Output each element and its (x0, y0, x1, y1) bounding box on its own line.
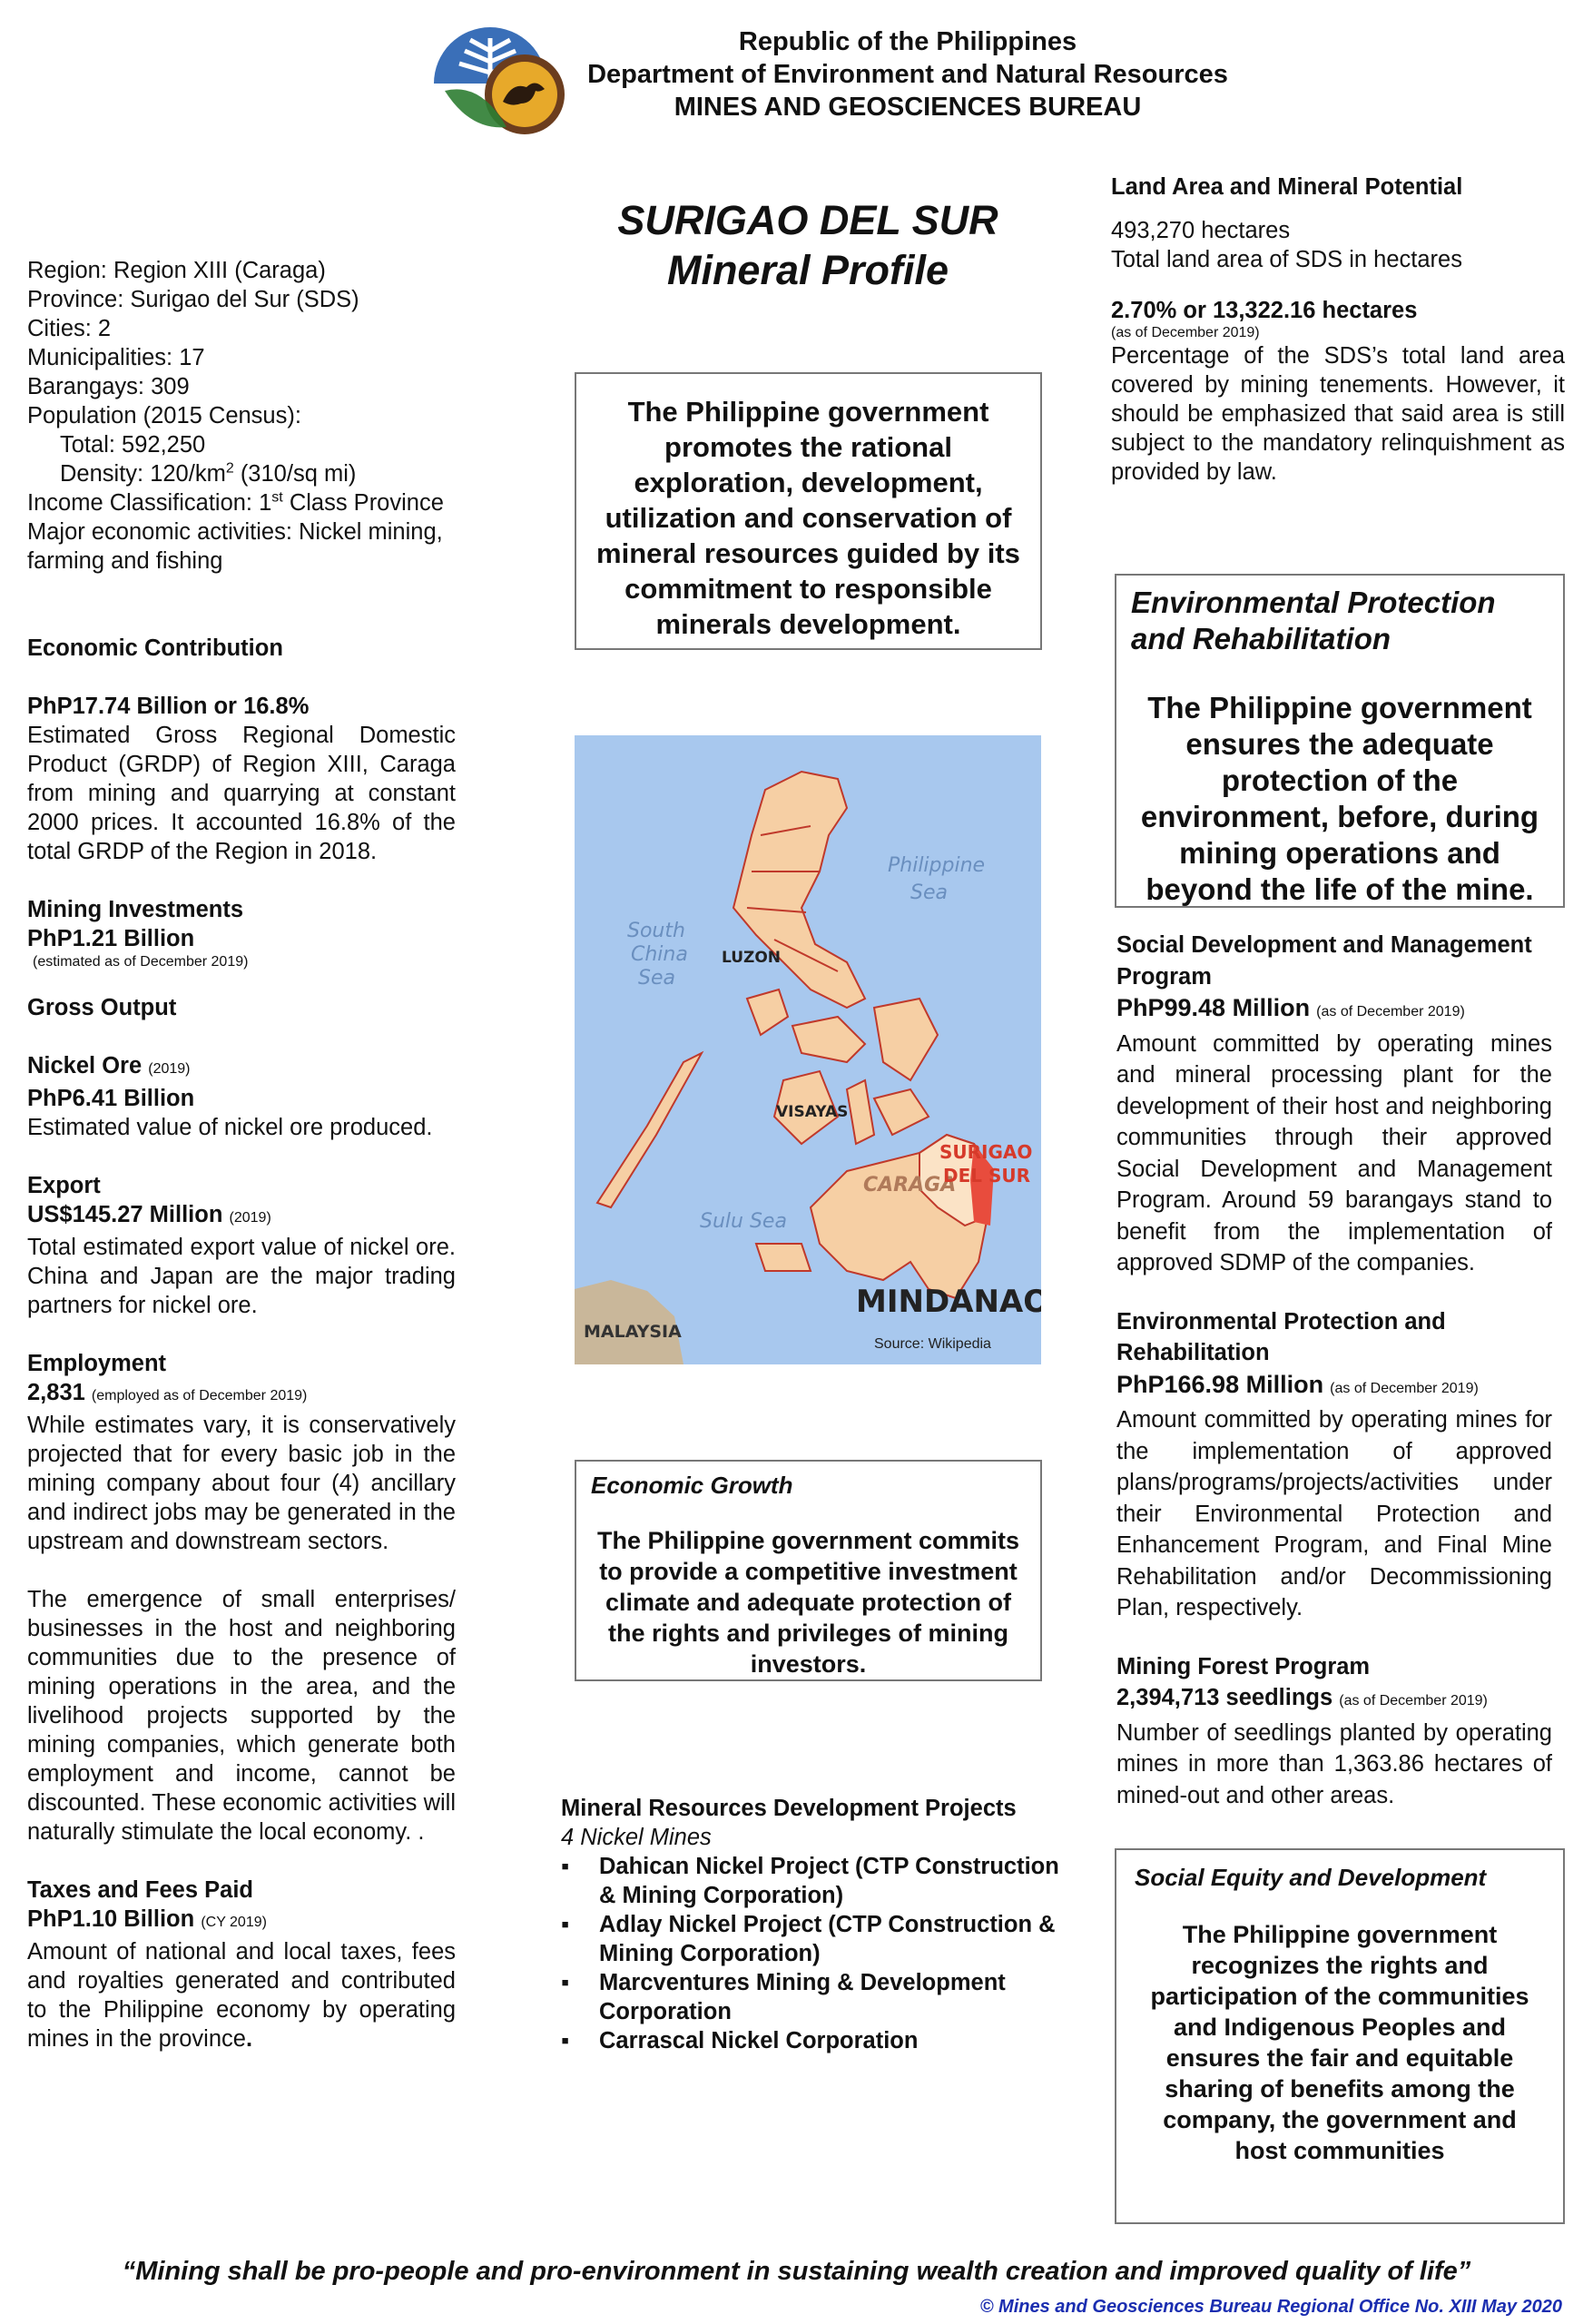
header-bureau: MINES AND GEOSCIENCES BUREAU (674, 93, 1142, 122)
map-label-caraga: CARAGA (863, 1174, 957, 1196)
employment-value-line: 2,831 (employed as of December 2019) (27, 1380, 308, 1405)
profile-region: Region: Region XIII (Caraga) (27, 258, 326, 283)
projects-list (561, 1852, 1065, 2055)
land-area-text: Total land area of SDS in hectares (1111, 247, 1462, 272)
profile-cities: Cities: 2 (27, 316, 112, 341)
mining-investments-heading: Mining Investments (27, 897, 244, 922)
forest-section (1116, 1651, 1552, 1812)
forest-text: Number of seedlings planted by operating mines in more than 1,363.86 hectares of mined-out and other areas. (1116, 1719, 1552, 1808)
environmental-protection-box (1115, 574, 1565, 908)
projects-heading: Mineral Resources Development Projects (561, 1796, 1017, 1821)
epr-value-line: PhP166.98 Million (as of December 2019) (1116, 1370, 1479, 1398)
employment-text-1: While estimates vary, it is conservatively projected that for every basic job in the mining company about four (4) ancillary and indirect jobs may be generated in the upstream and downstream sectors. (27, 1413, 456, 1554)
map-source: Source: Wikipedia (874, 1336, 991, 1352)
social-equity-title: Social Equity and Development (1135, 1864, 1487, 1891)
employment-heading: Employment (27, 1351, 167, 1376)
economic-contribution-section (27, 634, 456, 866)
export-heading: Export (27, 1173, 101, 1198)
page-title (545, 195, 1071, 295)
title-line-1: SURIGAO DEL SUR (617, 197, 998, 243)
land-area-heading: Land Area and Mineral Potential (1111, 174, 1463, 200)
taxes-text: Amount of national and local taxes, fees and royalties generated and contributed to the Philippine economy by operating mines in the province. (27, 1939, 456, 2052)
gross-output-section (27, 993, 456, 1142)
forest-value-line: 2,394,713 seedlings (as of December 2019) (1116, 1685, 1488, 1710)
epr-section (1116, 1306, 1552, 1624)
taxes-section (27, 1876, 456, 2053)
mining-investments-note: (estimated as of December 2019) (33, 954, 249, 970)
header-department: Department of Environment and Natural Resources (587, 60, 1228, 89)
projects-sub: 4 Nickel Mines (561, 1825, 712, 1850)
sdmp-heading: Social Development and Management Program (1116, 932, 1532, 990)
gross-output-text: Estimated value of nickel ore produced. (27, 1115, 433, 1140)
map-label-surigao-del-sur: SURIGAO DEL SUR (939, 1141, 1033, 1187)
footer-quote: “Mining shall be pro-people and pro-environment in sustaining wealth creation and improved quality of life” (122, 2257, 1471, 2286)
export-value-line: US$145.27 Million (2019) (27, 1202, 271, 1227)
left-column (27, 256, 456, 2053)
right-lower-column (1116, 930, 1552, 1811)
land-area-value: 493,270 hectares (1111, 218, 1291, 243)
sdmp-text: Amount committed by operating mines and mineral processing plant for the development of their host and neighboring communities through their approved Social Development and Management Program. Around 59 barangays stand to benefit from the implementation of approved SDMP of the companies. (1116, 1030, 1552, 1275)
taxes-value-line: PhP1.10 Billion (CY 2019) (27, 1906, 267, 1932)
gross-output-sub: Nickel Ore (2019) (27, 1053, 191, 1078)
profile-block (27, 256, 456, 576)
economic-growth-box (575, 1460, 1042, 1681)
profile-barangays: Barangays: 309 (27, 374, 190, 399)
environmental-protection-text: The Philippine government ensures the adequate protection of the environment, before, during mining operations and beyond the life of the mine. (1140, 691, 1539, 906)
list-item: ▪ Carrascal Nickel Corporation (561, 2026, 1065, 2055)
epr-heading: Environmental Protection and Rehabilitation (1116, 1308, 1446, 1365)
map-label-luzon: LUZON (722, 949, 782, 967)
map-label-malaysia: MALAYSIA (584, 1322, 682, 1342)
profile-total: Total: 592,250 (60, 432, 206, 458)
social-equity-text: The Philippine government recognizes the rights and participation of the communities and Indigenous Peoples and ensures the fair and equitable sharing of benefits among the company, the government and host communities (1150, 1921, 1529, 2164)
taxes-heading: Taxes and Fees Paid (27, 1877, 253, 1903)
denr-logo (427, 20, 572, 136)
tenement-coverage-value: 2.70% or 13,322.16 hectares (1111, 298, 1418, 323)
mining-investments-value: PhP1.21 Billion (27, 926, 195, 951)
epr-text: Amount committed by operating mines for the implementation of approved plans/programs/projects/activities under their Environmental Protection and Enhancement Program, and Final Mine Rehabilitation and/or Decommissioning Plan, respectively. (1116, 1407, 1552, 1620)
gross-output-value: PhP6.41 Billion (27, 1086, 195, 1111)
export-text: Total estimated export value of nickel ore. China and Japan are the major trading partners for nickel ore. (27, 1235, 456, 1318)
list-item: ▪ Adlay Nickel Project (CTP Construction & Mining Corporation) (561, 1910, 1065, 1968)
profile-density: Density: $120/km^2$ (310/sq mi) (60, 460, 357, 487)
map-label-visayas: VISAYAS (776, 1103, 849, 1121)
sdmp-section (1116, 930, 1552, 1279)
list-item: ▪ Dahican Nickel Project (CTP Construction & Mining Corporation) (561, 1852, 1065, 1910)
map-label-sulu-sea: Sulu Sea (700, 1210, 787, 1233)
employment-section (27, 1349, 456, 1846)
philippines-map (575, 735, 1041, 1364)
profile-economic-activities: Major economic activities: Nickel mining, farming and fishing (27, 519, 443, 574)
projects-section (561, 1794, 1065, 2055)
environmental-protection-title: Environmental Protection and Rehabilitation (1131, 586, 1496, 655)
footer-copyright: © Mines and Geosciences Bureau Regional Office No. XIII May 2020 (979, 2297, 1562, 2317)
employment-text-2: The emergence of small enterprises/ businesses in the host and neighboring communities due to the presence of mining operations in the area, and the livelihood projects supported by the mining companies, which generate both employment and income, cannot be discounted. These economic activities will naturally stimulate the local economy. . (27, 1587, 456, 1845)
tenement-coverage-note: (as of December 2019) (1111, 325, 1260, 340)
profile-province: Province: Surigao del Sur (SDS) (27, 287, 359, 312)
profile-income-classification: Income Classification: 1st Class Province (27, 489, 444, 516)
policy-box (575, 372, 1042, 650)
map-label-philippine-sea: Philippine Sea (888, 854, 986, 904)
land-area-section (1111, 172, 1565, 487)
tenement-coverage-text: Percentage of the SDS’s total land area covered by mining tenements. However, it should be emphasized that said area is still subject to the mandatory relinquishment as provided by law. (1111, 343, 1565, 485)
economic-contribution-text: Estimated Gross Regional Domestic Product (GRDP) of Region XIII, Caraga from mining and quarrying at constant 2000 prices. It accounted 16.8% of the total GRDP of the Region in 2018. (27, 723, 456, 864)
sdmp-value-line: PhP99.48 Million (as of December 2019) (1116, 994, 1465, 1021)
export-section (27, 1171, 456, 1320)
economic-growth-title: Economic Growth (591, 1472, 793, 1499)
economic-growth-text: The Philippine government commits to provide a competitive investment climate and adequate protection of the rights and privileges of mining investors. (596, 1527, 1020, 1678)
mining-investments-section (27, 895, 456, 971)
policy-box-text: The Philippine government promotes the rational exploration, development, utilization and conservation of mineral resources guided by its commitment to responsible minerals development. (596, 396, 1020, 640)
profile-population: Population (2015 Census): (27, 403, 301, 428)
map-label-south-china-sea: South China Sea (627, 920, 688, 990)
list-item: ▪ Marcventures Mining & Development Corporation (561, 1968, 1065, 2026)
forest-heading: Mining Forest Program (1116, 1653, 1371, 1679)
profile-municipalities: Municipalities: 17 (27, 345, 205, 370)
social-equity-box (1115, 1848, 1565, 2224)
economic-contribution-value: PhP17.74 Billion or 16.8% (27, 694, 310, 719)
economic-contribution-heading: Economic Contribution (27, 635, 283, 661)
title-line-2: Mineral Profile (666, 247, 949, 293)
header-republic: Republic of the Philippines (738, 27, 1077, 56)
gross-output-heading: Gross Output (27, 995, 177, 1020)
map-label-mindanao: MINDANAO (856, 1284, 1041, 1320)
